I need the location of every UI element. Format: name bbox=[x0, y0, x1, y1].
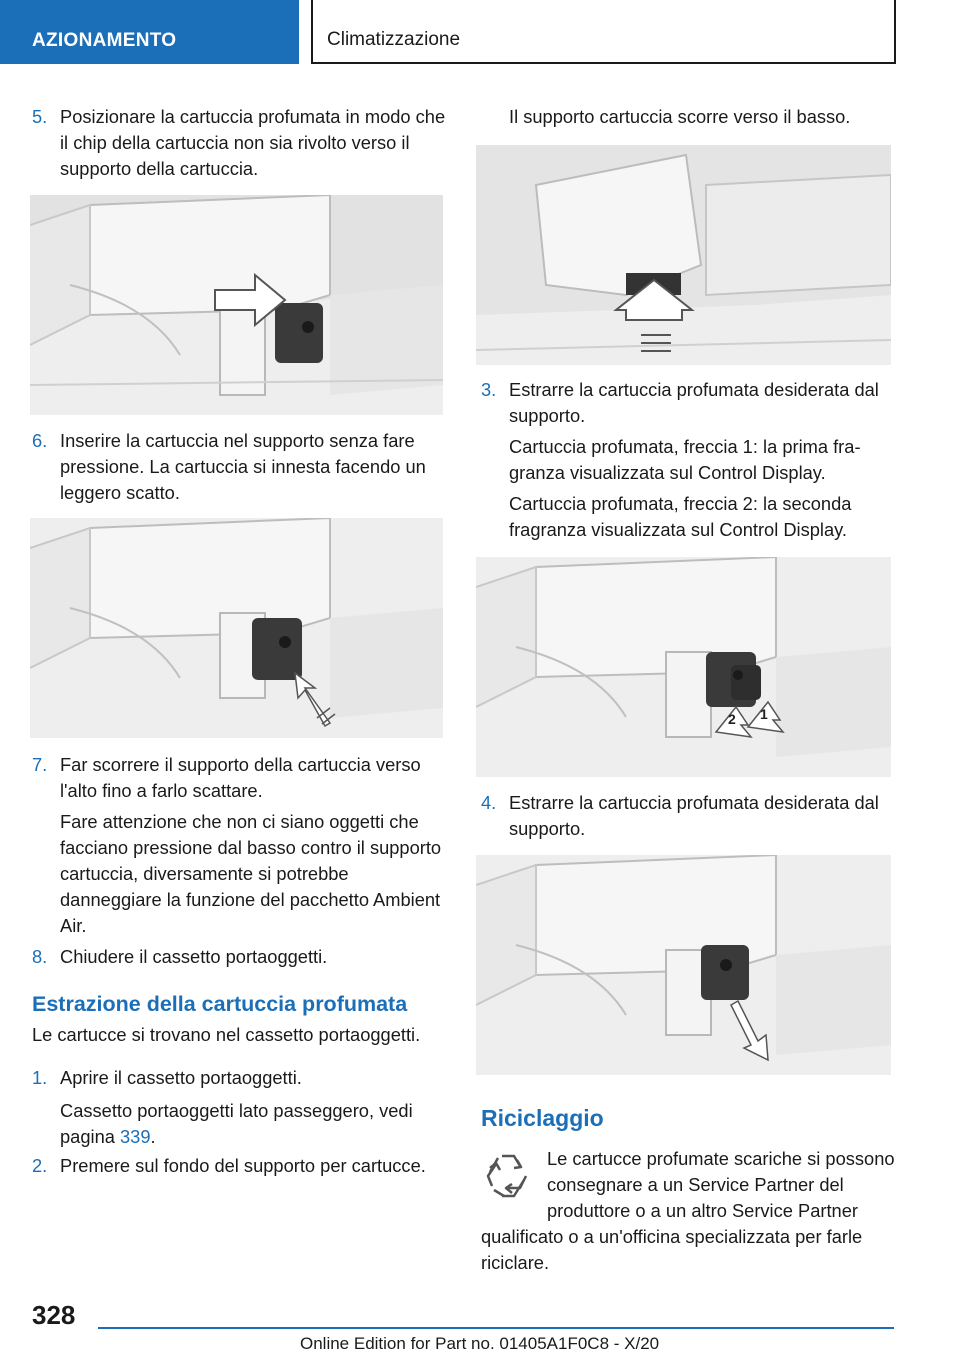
figure-holder-down bbox=[476, 145, 891, 365]
step-2 bbox=[32, 1153, 452, 1179]
figure-remove-cartridge bbox=[476, 855, 891, 1075]
step-text: Inserire la cartuccia nel supporto senza fare pressione. La cartuccia si innesta facendo un leggero scatto. bbox=[60, 430, 426, 503]
step-8 bbox=[32, 944, 446, 970]
step-7-note: Fare attenzione che non ci siano oggetti che facciano pressione dal basso contro il supporto cartuccia, diversamente si potrebbe danneggiare la funzione del pacchetto Ambient Air. bbox=[60, 811, 442, 936]
figure-insert-cartridge bbox=[30, 195, 443, 415]
step-number: 5. bbox=[32, 106, 48, 127]
step-text: Estrarre la cartuccia profumata desiderata dal supporto. bbox=[509, 379, 879, 426]
arrow-label-2: 2 bbox=[728, 711, 736, 727]
step-number: 2. bbox=[32, 1155, 48, 1176]
step-text: Estrarre la cartuccia profumata desiderata dal supporto. bbox=[509, 792, 879, 839]
arrow-label-1: 1 bbox=[760, 706, 768, 722]
step-6 bbox=[32, 428, 446, 506]
step-number: 6. bbox=[32, 430, 48, 451]
icon-float-spacer bbox=[481, 1146, 547, 1224]
section-heading-recycling: Riciclaggio bbox=[481, 1105, 604, 1131]
page-link[interactable]: 339 bbox=[119, 1126, 151, 1147]
step-number: 4. bbox=[481, 792, 497, 813]
section-heading-removal: Estrazione della cartuccia profumata bbox=[32, 992, 408, 1016]
step-7 bbox=[32, 752, 446, 804]
step-text: Posizionare la cartuccia profumata in modo che il chip della cartuccia non sia rivolto verso il supporto della cartuccia. bbox=[60, 106, 446, 179]
step-1 bbox=[32, 1065, 446, 1091]
intro-text: Le cartucce si trovano nel cassetto portaoggetti. bbox=[32, 1024, 421, 1045]
step-number: 3. bbox=[481, 379, 497, 400]
step-text: Chiudere il cassetto portaoggetti. bbox=[60, 946, 328, 967]
figure-two-cartridges bbox=[476, 557, 891, 777]
step-1-note: Cassetto portaoggetti lato passeggero, vedi pagina 339. bbox=[60, 1100, 413, 1147]
step-3 bbox=[481, 377, 897, 429]
step-3-note-1: Cartuccia profumata, freccia 1: la prima fragranza visualizzata sul Control Display. bbox=[509, 436, 861, 483]
footer-rule bbox=[98, 1327, 894, 1329]
step-5 bbox=[32, 104, 446, 182]
step-text: Aprire il cassetto portaoggetti. bbox=[60, 1067, 302, 1088]
step-number: 1. bbox=[32, 1067, 48, 1088]
step-3-note-2: Cartuccia profumata, freccia 2: la seconda fragranza visualizzata sul Control Display. bbox=[509, 493, 852, 540]
step-4 bbox=[481, 790, 897, 842]
footer-edition: Online Edition for Part no. 01405A1F0C8 - X/20 bbox=[300, 1334, 660, 1353]
section-tab[interactable]: AZIONAMENTO bbox=[0, 0, 299, 64]
step-2-continuation: Il supporto cartuccia scorre verso il basso. bbox=[509, 106, 851, 127]
figure-cartridge-engaged bbox=[30, 518, 443, 738]
step-text: Far scorrere il supporto della cartuccia verso l'alto fino a farlo scattare. bbox=[60, 754, 421, 801]
page-number: 328 bbox=[32, 1300, 76, 1330]
step-text: Premere sul fondo del supporto per cartucce. bbox=[60, 1155, 426, 1176]
step-number: 7. bbox=[32, 754, 48, 775]
step-number: 8. bbox=[32, 946, 48, 967]
recycling-text: Le cartucce profumate scariche si possono consegnare a un Service Partner del produttore o a un altro Service Partner qualificato o a un'officina specializzata per farle riciclare. bbox=[481, 1148, 895, 1273]
chapter-title: Climatizzazione bbox=[311, 0, 896, 64]
